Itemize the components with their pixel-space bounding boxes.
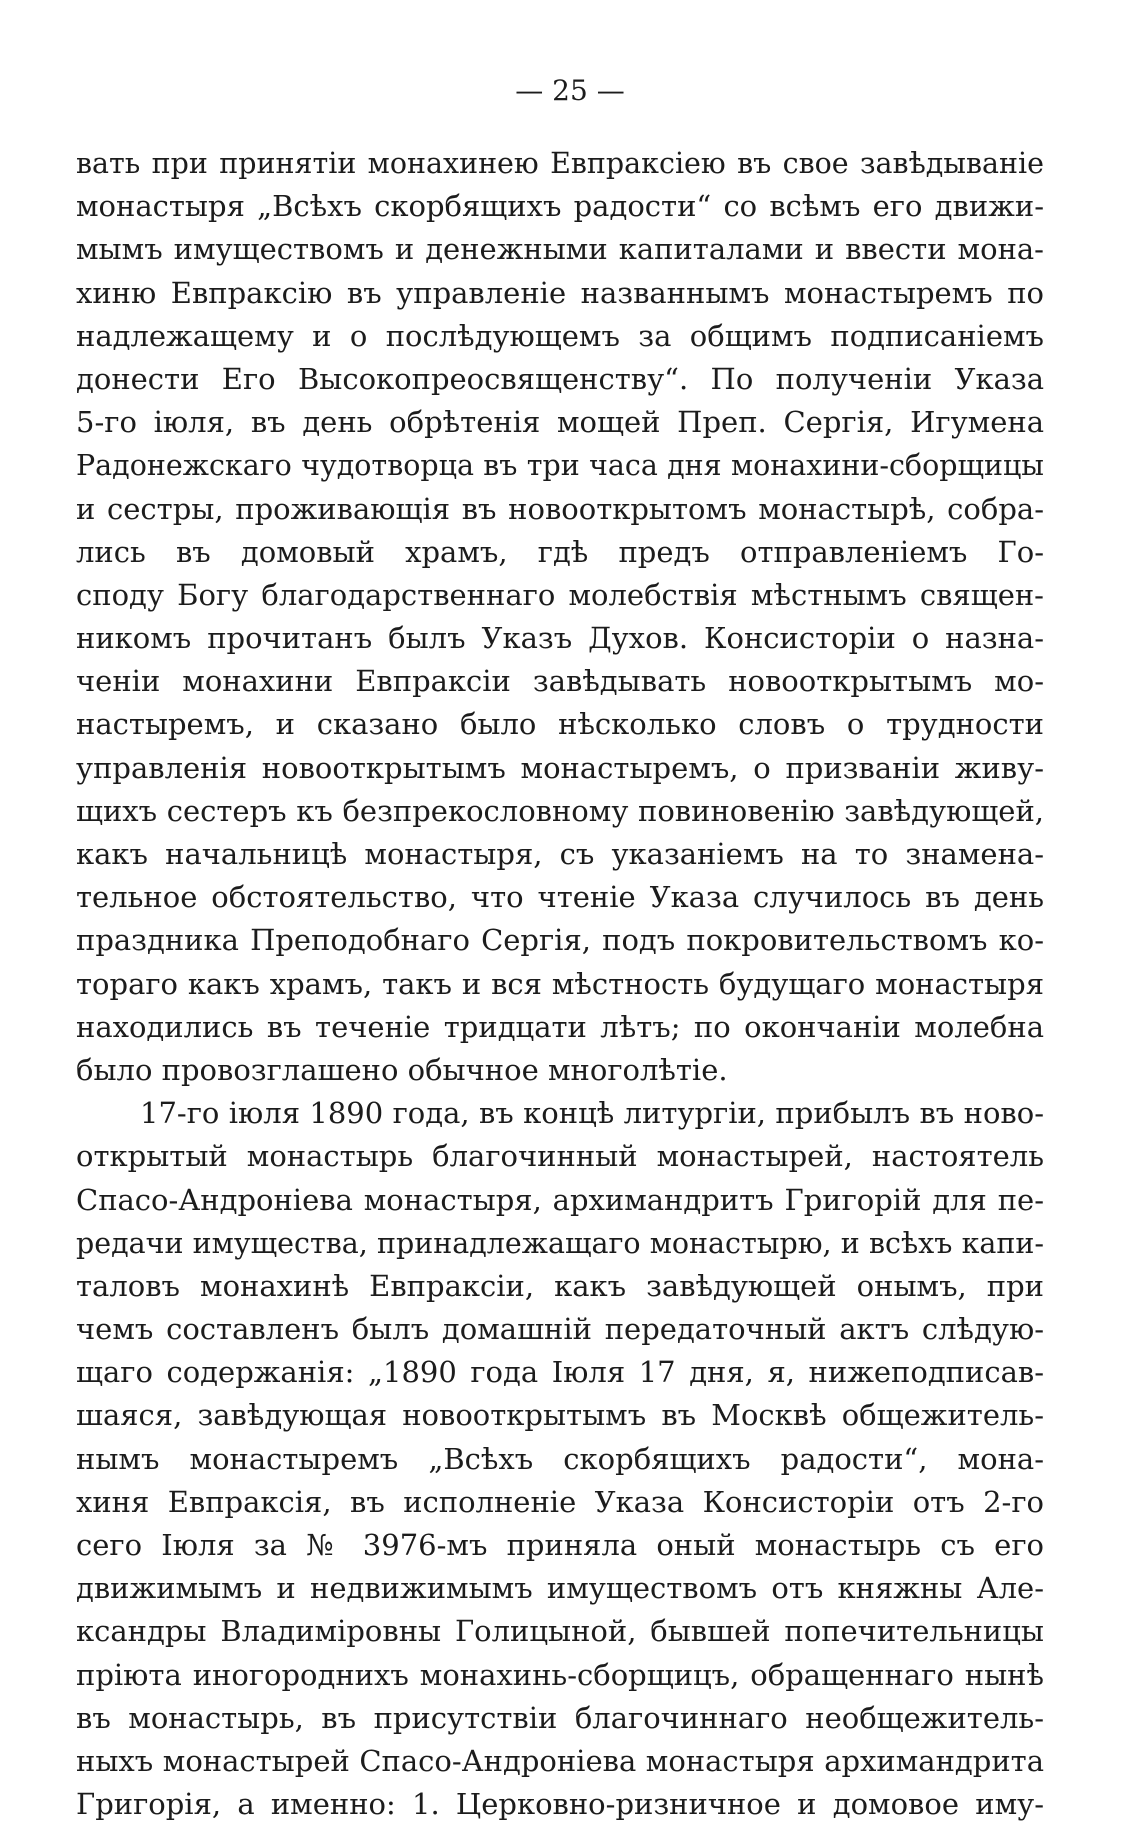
page-number: — 25 — (515, 74, 625, 107)
text-line: щихъ сестеръ къ безпрекословному повиновенію завѣдующей, (76, 793, 1044, 828)
text-line: 5-го іюля, въ день обрѣтенія мощей Преп. Сергія, Игумена (76, 405, 1044, 440)
text-line: ныхъ монастырей Спасо-Андроніева монастыря архимандрита (76, 1743, 1044, 1778)
text-line: таловъ монахинѣ Евпраксіи, какъ завѣдующей онымъ, при (76, 1268, 1044, 1303)
text-line: тораго какъ храмъ, такъ и вся мѣстность будущаго монастыря (76, 966, 1044, 1001)
body-text (76, 142, 1044, 1826)
text-line: праздника Преподобнаго Сергія, подъ покровительствомъ ко- (76, 923, 1044, 958)
text-line: Григорія, а именно: 1. Церковно-ризничное и домовое иму- (76, 1787, 1044, 1822)
text-line: лись въ домовый храмъ, гдѣ предъ отправленіемъ Го- (76, 534, 1044, 569)
text-line: 17-го іюля 1890 года, въ концѣ литургіи, прибылъ въ ново- (140, 1096, 1044, 1131)
text-line: хиня Евпраксія, въ исполненіе Указа Консисторіи отъ 2-го (76, 1484, 1044, 1519)
text-line: редачи имущества, принадлежащаго монастырю, и всѣхъ капи- (76, 1226, 1044, 1260)
text-line: въ монастырь, въ присутствіи благочиннаго необщежитель- (76, 1700, 1044, 1735)
text-line: вать при принятіи монахинею Евпраксіею въ свое завѣдываніе (76, 147, 1044, 180)
text-line: движимымъ и недвижимымъ имуществомъ отъ княжны Але- (76, 1571, 1044, 1606)
text-line: донести Его Высокопреосвященству“. По полученіи Указа (76, 361, 1044, 396)
text-line: сего Іюля за № 3976-мъ приняла оный монастырь съ его (76, 1528, 1044, 1562)
text-line: щаго содержанія: „1890 года Іюля 17 дня, я, нижеподписав- (76, 1355, 1044, 1390)
text-line: находились въ теченіе тридцати лѣтъ; по окончаніи молебна (76, 1009, 1044, 1044)
text-line: монастыря „Всѣхъ скорбящихъ радости“ со всѣмъ его движи- (76, 189, 1044, 224)
text-line: чемъ составленъ былъ домашній передаточный актъ слѣдую- (76, 1312, 1044, 1347)
text-line: было провозглашено обычное многолѣтіе. (76, 1052, 728, 1087)
text-line: хиню Евпраксію въ управленіе названнымъ монастыремъ по (76, 275, 1044, 310)
text-line: пріюта иногороднихъ монахинь-сборщицъ, обращеннаго нынѣ (76, 1657, 1044, 1692)
text-line: Спасо-Андроніева монастыря, архимандритъ Григорій для пе- (76, 1182, 1044, 1217)
text-line: нымъ монастыремъ „Всѣхъ скорбящихъ радости“, мона- (76, 1441, 1044, 1476)
text-line: управленія новооткрытымъ монастыремъ, о призваніи живу- (76, 750, 1044, 785)
paragraph-1 (76, 142, 1044, 1092)
paragraph-2 (76, 1092, 1044, 1826)
text-line: тельное обстоятельство, что чтеніе Указа случилось въ день (76, 880, 1044, 915)
text-line: никомъ прочитанъ былъ Указъ Духов. Консисторіи о назна- (76, 621, 1044, 656)
text-line: ченіи монахини Евпраксіи завѣдывать новооткрытымъ мо- (76, 664, 1044, 699)
text-line: надлежащему и о послѣдующемъ за общимъ подписаніемъ (76, 318, 1044, 353)
text-line: Радонежскаго чудотворца въ три часа дня монахини-сборщицы (76, 449, 1044, 483)
text-line: мымъ имуществомъ и денежными капиталами и ввести мона- (76, 232, 1044, 267)
text-line: открытый монастырь благочинный монастырей, настоятель (76, 1139, 1044, 1174)
text-line: настыремъ, и сказано было нѣсколько словъ о трудности (76, 707, 1044, 742)
text-line: какъ начальницѣ монастыря, съ указаніемъ на то знамена- (76, 837, 1044, 871)
text-line: шаяся, завѣдующая новооткрытымъ въ Москвѣ общежитель- (76, 1398, 1044, 1433)
text-line: ксандры Владиміровны Голицыной, бывшей попечительницы (76, 1614, 1044, 1649)
text-line: и сестры, проживающія въ новооткрытомъ монастырѣ, собра- (76, 491, 1044, 526)
text-line: споду Богу благодарственнаго молебствія мѣстнымъ священ- (76, 577, 1044, 612)
